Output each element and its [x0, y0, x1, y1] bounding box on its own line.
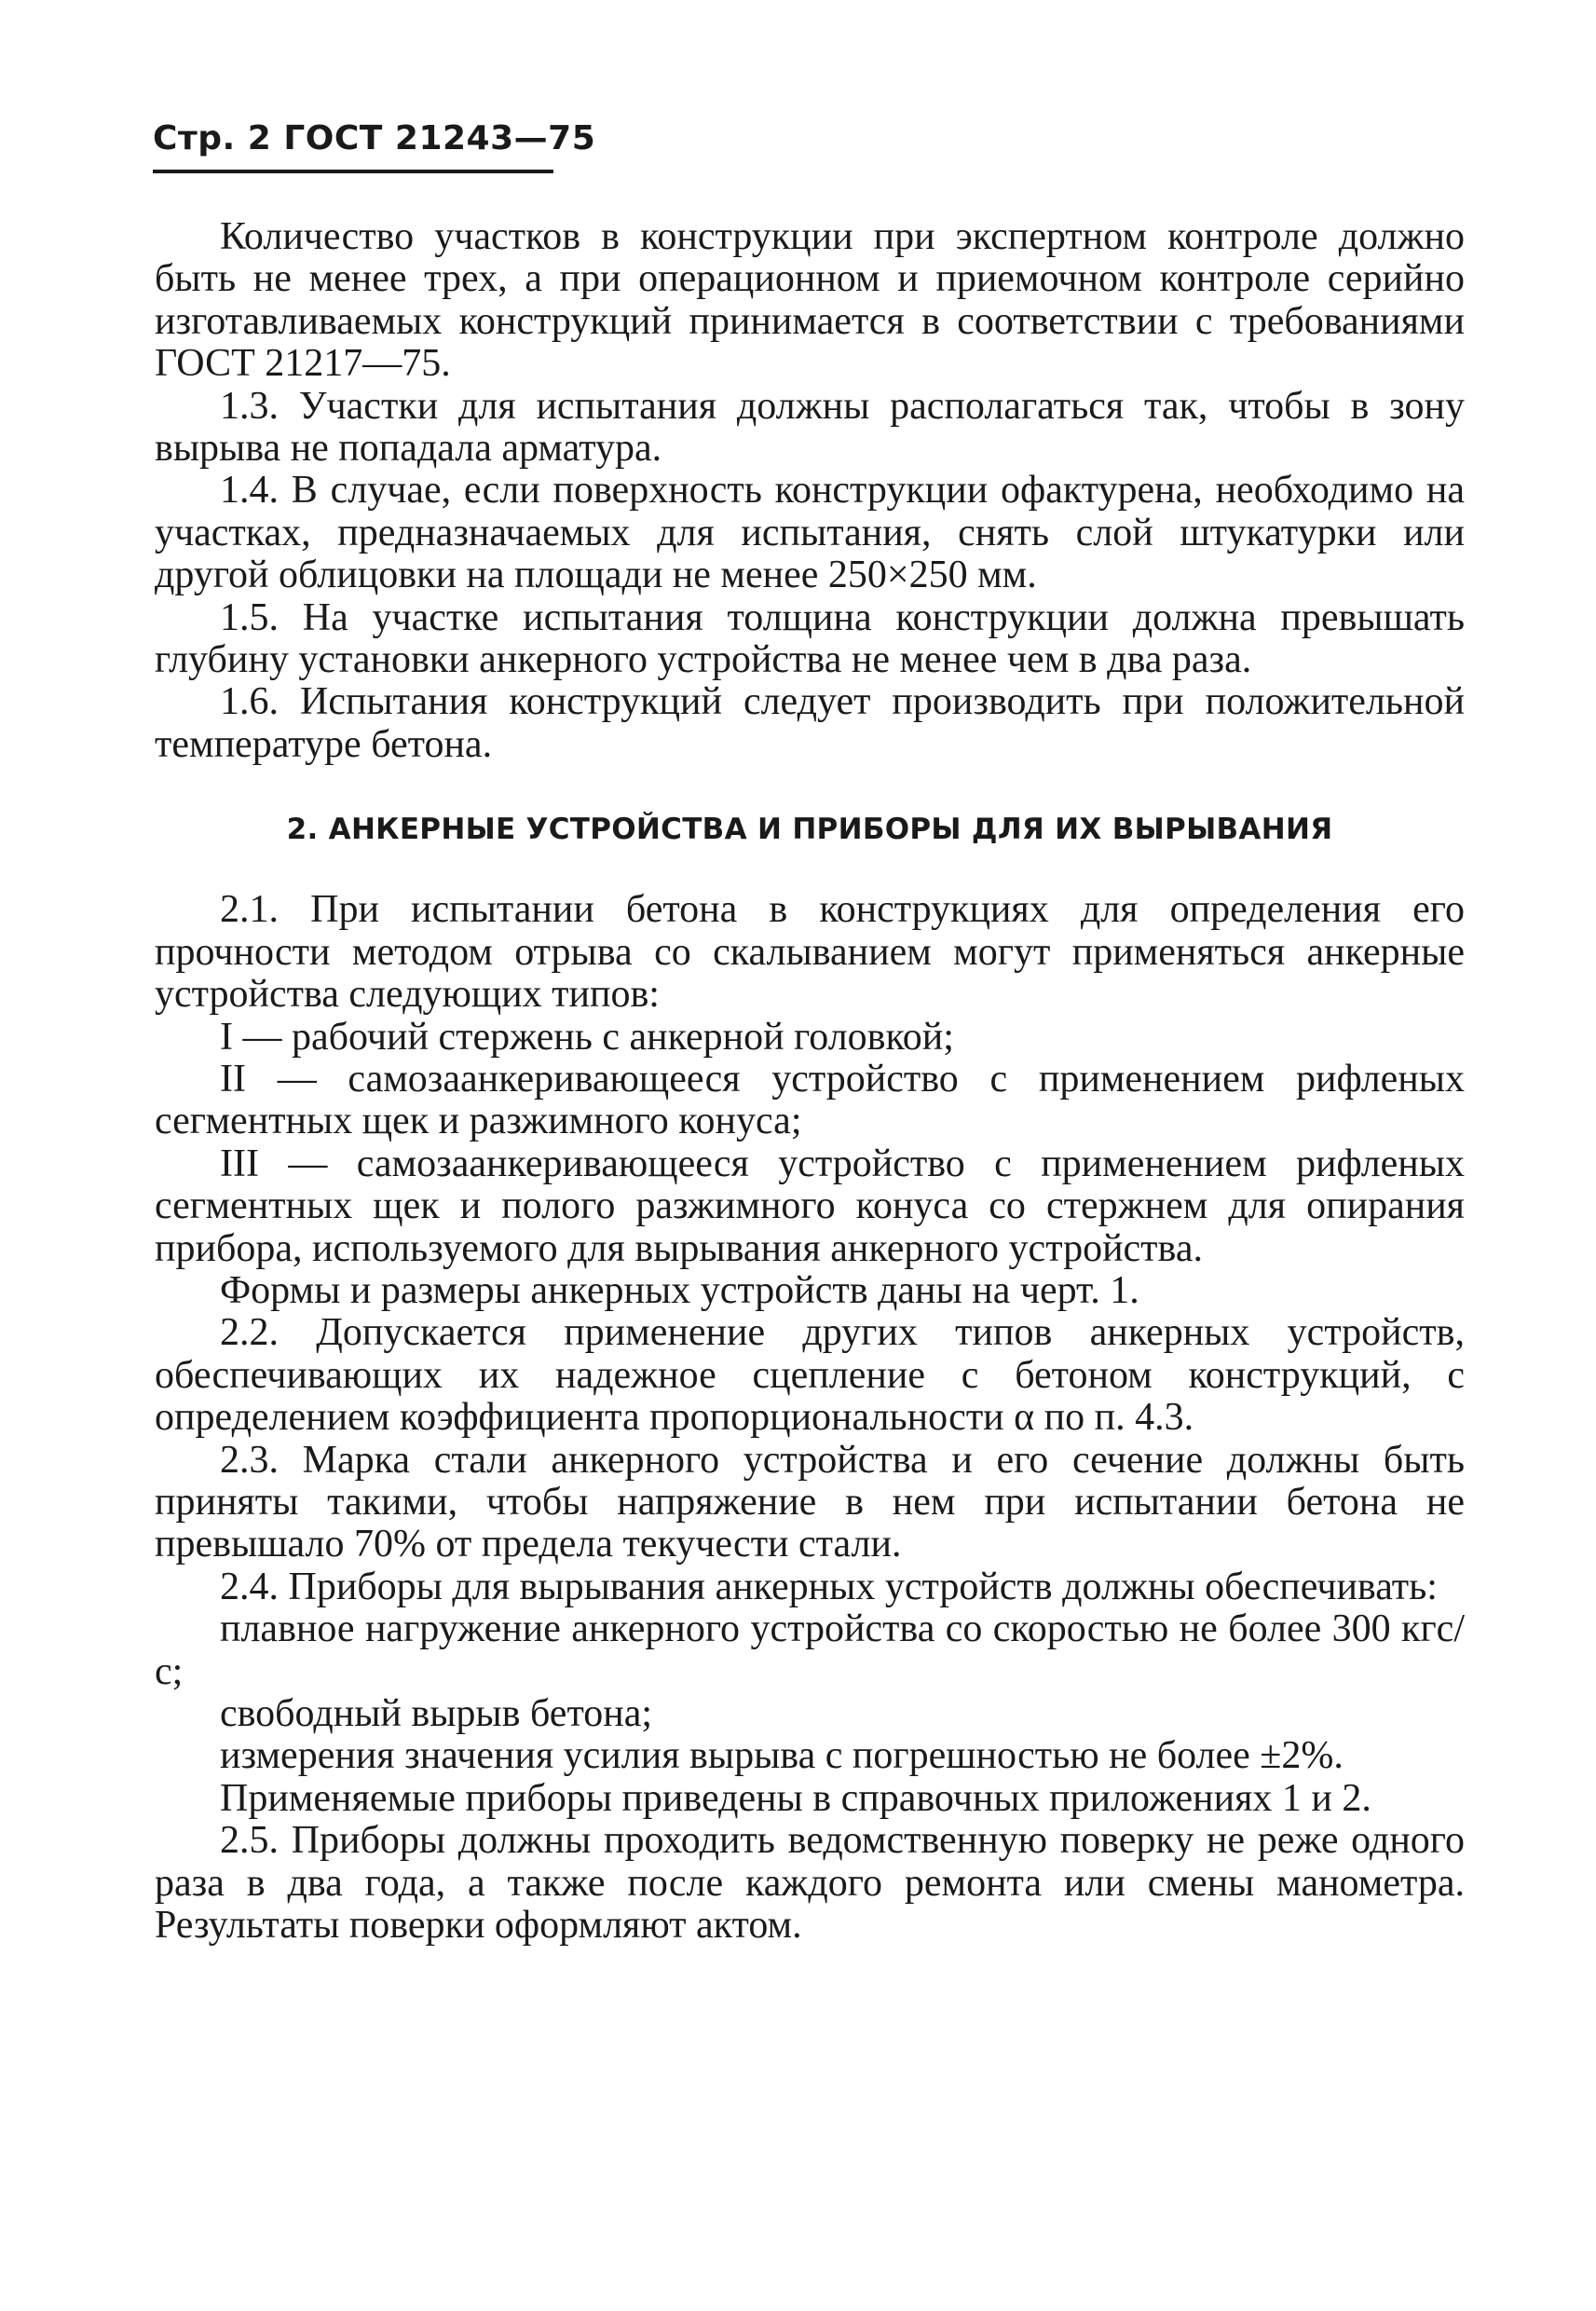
paragraph-2-2: 2.2. Допускается применение других типов анкерных устройств, обеспечивающих их надежное сцепление с бетоном конструкций, с определением коэффициента пропорциональности α по п. 4.3.: [155, 1311, 1465, 1440]
paragraph-1-5: 1.5. На участке испытания толщина конструкции должна превышать глубину установки анкерного устройства не менее чем в два раза.: [155, 595, 1465, 682]
paragraph-2-1: 2.1. При испытании бетона в конструкциях для определения его прочности методом отрыва со скалыванием могут применяться анкерные устройства следующих типов:: [155, 888, 1465, 1017]
paragraph-1-4: 1.4. В случае, если поверхность конструкции офактурена, необходимо на участках, предназначаемых для испытания, снять слой штукатурки или другой облицовки на площади не менее 250×250 мм.: [155, 469, 1465, 597]
header-rule: [153, 170, 553, 173]
paragraph-2-5: 2.5. Приборы должны проходить ведомственную поверку не реже одного раза в два года, а также после каждого ремонта или смены манометра. Результаты поверки оформляют актом.: [155, 1819, 1465, 1948]
section-2-title: 2. АНКЕРНЫЕ УСТРОЙСТВА И ПРИБОРЫ ДЛЯ ИХ ВЫРЫВАНИЯ: [286, 813, 1333, 847]
paragraph-1-3: 1.3. Участки для испытания должны располагаться так, чтобы в зону вырыва не попадала арматура.: [155, 384, 1465, 471]
list-item-loading: плавное нагружение анкерного устройства со скоростью не более 300 кгс/с;: [155, 1607, 1465, 1693]
paragraph-2-4: 2.4. Приборы для вырывания анкерных устройств должны обеспечивать:: [220, 1565, 1438, 1608]
list-item-type-2: II — самозаанкеривающееся устройство с применением рифленых сегментных щек и разжимного конуса;: [155, 1057, 1465, 1143]
paragraph-1-6: 1.6. Испытания конструкций следует производить при положительной температуре бетона.: [155, 680, 1465, 766]
list-item-measurement: измерения значения усилия вырыва с погрешностью не более ±2%.: [220, 1734, 1344, 1778]
paragraph-continuation: Количество участков в конструкции при экспертном контроле должно быть не менее трех, а при операционном и приемочном контроле серийно изготавливаемых конструкций принимается в соответствии с требованиями ГОСТ 21217—75.: [155, 215, 1465, 386]
paragraph-appendix-reference: Применяемые приборы приведены в справочных приложениях 1 и 2.: [220, 1776, 1371, 1820]
list-item-type-1: I — рабочий стержень с анкерной головкой;: [220, 1015, 954, 1059]
document-body: [155, 216, 1465, 1947]
page-header: Стр. 2 ГОСТ 21243—75: [153, 119, 596, 157]
list-item-type-3: III — самозаанкеривающееся устройство с применением рифленых сегментных щек и полого разжимного конуса со стержнем для опирания прибора, используемого для вырывания анкерного устройства.: [155, 1142, 1465, 1270]
paragraph-2-3: 2.3. Марка стали анкерного устройства и его сечение должны быть приняты такими, чтобы напряжение в нем при испытании бетона не превышало 70% от предела текучести стали.: [155, 1438, 1465, 1566]
paragraph-forms-reference: Формы и размеры анкерных устройств даны на черт. 1.: [220, 1268, 1139, 1312]
list-item-free-pullout: свободный вырыв бетона;: [220, 1692, 653, 1735]
